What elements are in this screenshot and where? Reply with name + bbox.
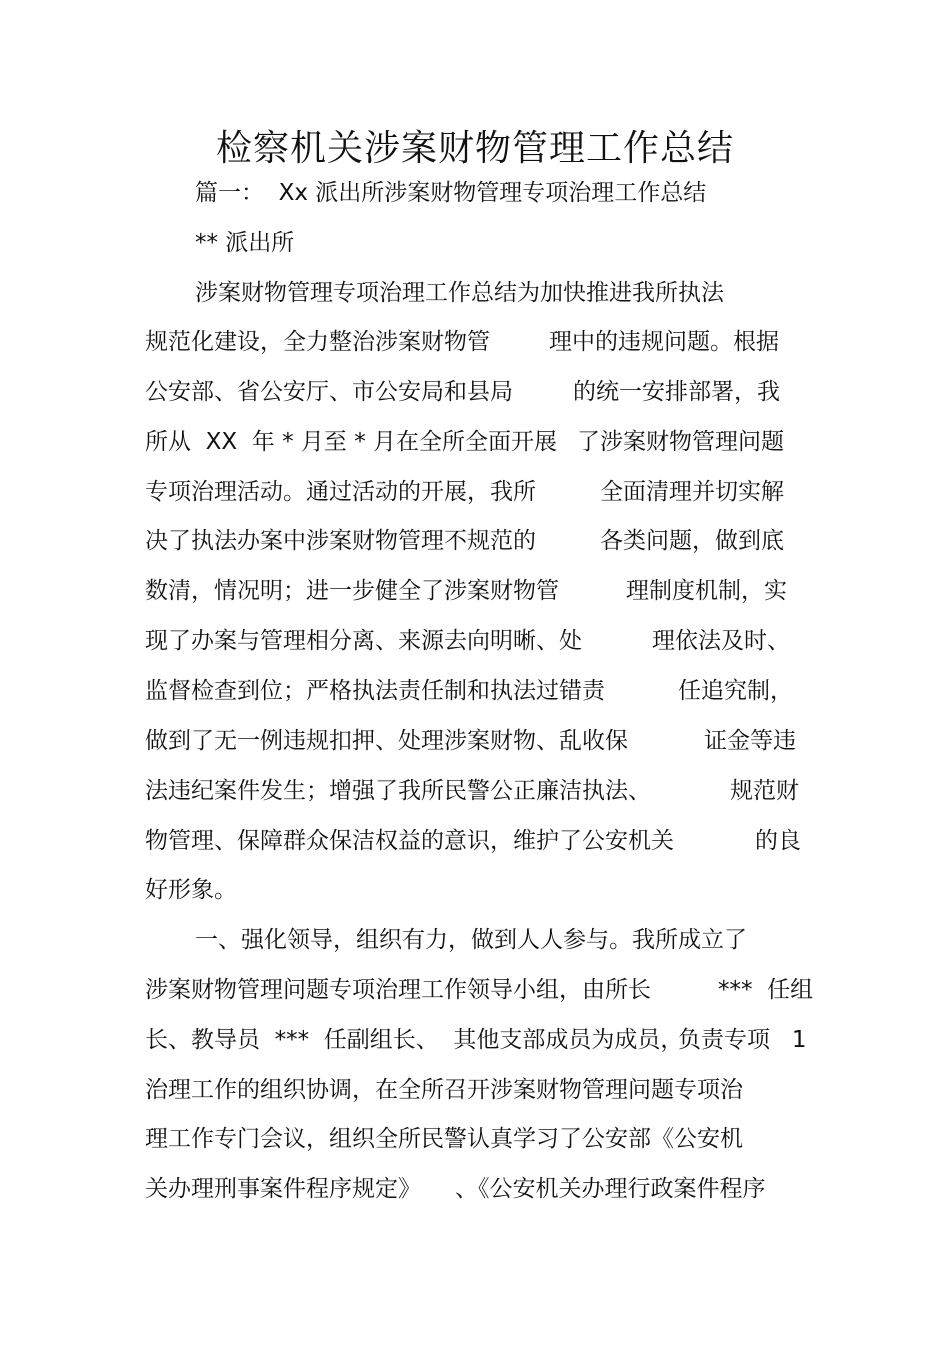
- body-line: 监督检查到位；严格执法责任制和执法过错责: [145, 678, 605, 704]
- body-line-continuation: 任追究制，: [678, 678, 793, 704]
- body-line-continuation: 证金等违: [704, 728, 796, 754]
- body-line: 物管理、保障群众保洁权益的意识，维护了公安机关: [145, 828, 674, 854]
- body-line: 现了办案与管理相分离、来源去向明晰、处: [145, 628, 582, 654]
- body-line: 长、教导员 *** 任副组长、 其他支部成员为成员，: [145, 1027, 684, 1053]
- body-line: 数清，情况明；进一步健全了涉案财物管: [145, 578, 559, 604]
- body-line: 法违纪案件发生；增强了我所民警公正廉洁执法、: [145, 778, 651, 804]
- body-line: 涉案财物管理专项治理工作总结为加快推进我所执法: [195, 280, 724, 306]
- document-author: ** 派出所: [195, 230, 295, 256]
- body-line-continuation: 理依法及时、: [652, 628, 790, 654]
- body-line: 一、强化领导，组织有力，做到人人参与。我所成立了: [195, 927, 747, 953]
- body-line: 专项治理活动。通过活动的开展，我所: [145, 479, 536, 505]
- body-line-continuation: 、《公安机关办理行政案件程序: [455, 1176, 766, 1202]
- body-line: 涉案财物管理问题专项治理工作领导小组，由所长: [145, 977, 651, 1003]
- body-line: 所从 XX 年 * 月至 * 月在全所全面开展: [145, 429, 558, 455]
- body-line-continuation: 的良: [755, 828, 801, 854]
- body-line: 好形象。: [145, 877, 237, 903]
- body-line-continuation: 理制度机制，实: [626, 578, 787, 604]
- body-line-continuation: 理中的违规问题。根据: [549, 329, 779, 355]
- body-line: 治理工作的组织协调，在全所召开涉案财物管理问题专项治: [145, 1077, 743, 1103]
- body-line: 理工作专门会议，组织全所民警认真学习了公安部《公安机: [145, 1126, 743, 1152]
- document-subtitle: 篇一： Xx 派出所涉案财物管理专项治理工作总结: [195, 180, 707, 206]
- body-line-continuation: 的统一安排部署，我: [573, 379, 780, 405]
- body-line-continuation: 了涉案财物管理问题: [577, 429, 784, 455]
- body-line: 规范化建设，全力整治涉案财物管: [145, 329, 490, 355]
- body-line-continuation: 全面清理并切实解: [600, 479, 784, 505]
- body-line-continuation: 各类问题，做到底: [600, 528, 784, 554]
- body-line-continuation: 负责专项 1: [678, 1027, 807, 1053]
- body-line-continuation: 规范财: [730, 778, 799, 804]
- body-line-continuation: *** 任组: [718, 977, 814, 1003]
- body-line: 关办理刑事案件程序规定》: [145, 1176, 421, 1202]
- body-line: 做到了无一例违规扣押、处理涉案财物、乱收保: [145, 728, 628, 754]
- body-line: 决了执法办案中涉案财物管理不规范的: [145, 528, 536, 554]
- body-line: 公安部、省公安厅、市公安局和县局: [145, 379, 513, 405]
- document-title: 检察机关涉案财物管理工作总结: [215, 128, 734, 169]
